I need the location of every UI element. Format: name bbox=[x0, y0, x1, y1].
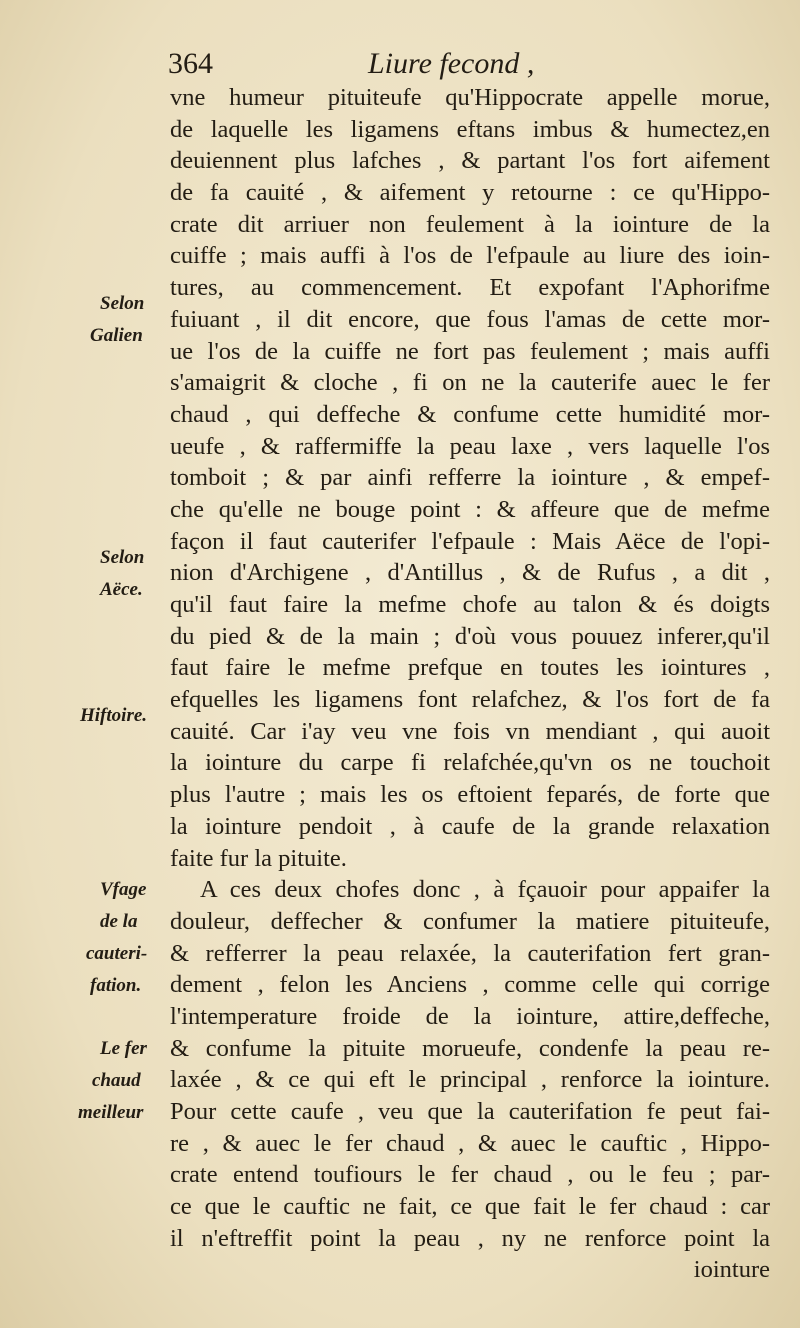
text-line: plus l'autre ; mais les os eftoient feparés, de forte que bbox=[170, 781, 770, 809]
text-line: re , & auec le fer chaud , & auec le cauftic , Hippo- bbox=[170, 1129, 770, 1157]
text-line: qu'il faut faire la mefme chofe au talon & és doigts bbox=[170, 591, 770, 618]
text-line: vne humeur pituiteufe qu'Hippocrate appelle morue, bbox=[170, 84, 770, 111]
margin-note: Galien bbox=[90, 325, 143, 346]
margin-note: de la bbox=[100, 911, 138, 932]
margin-note: chaud bbox=[92, 1070, 141, 1091]
text-line: faite fur la pituite. bbox=[170, 844, 347, 872]
catchword: iointure bbox=[693, 1256, 770, 1284]
text-line: faut faire le mefme prefque en toutes les iointures , bbox=[170, 654, 770, 682]
margin-note: Hiftoire. bbox=[80, 705, 148, 726]
page-number: 364 bbox=[168, 47, 213, 80]
text-line: de laquelle les ligamens eftans imbus & humectez,en bbox=[170, 115, 770, 143]
margin-note: Vfage bbox=[100, 879, 147, 900]
text-line: l'intemperature froide de la iointure, attire,deffeche, bbox=[170, 1002, 770, 1030]
text-line: cauité. Car i'ay veu vne fois vn mendiant , qui auoit bbox=[170, 717, 770, 745]
text-line: de fa cauité , & aifement y retourne : ce qu'Hippo- bbox=[170, 179, 770, 207]
text-line: la iointure du carpe fi relafchée,qu'vn os ne touchoit bbox=[170, 749, 770, 777]
text-line: il n'eftreffit point la peau , ny ne renforce point la bbox=[170, 1224, 770, 1252]
text-line: tomboit ; & par ainfi refferre la iointure , & empef- bbox=[170, 464, 770, 492]
text-line: & refferrer la peau relaxée, la cauterifation fert gran- bbox=[170, 939, 770, 967]
text-line: douleur, deffecher & confumer la matiere pituiteufe, bbox=[170, 907, 770, 935]
text-line: fuiuant , il dit encore, que fous l'amas de cette mor- bbox=[170, 305, 770, 333]
text-line: cuiffe ; mais auffi à l'os de l'efpaule au liure des ioin- bbox=[170, 242, 770, 270]
text-line: ueufe , & raffermiffe la peau laxe , vers laquelle l'os bbox=[170, 432, 770, 460]
text-line: tures, au commencement. Et expofant l'Aphorifme bbox=[170, 274, 770, 302]
text-line: ue l'os de la cuiffe ne fort pas feulement ; mais auffi bbox=[170, 337, 770, 365]
text-line: crate dit arriuer non feulement à la iointure de la bbox=[170, 210, 770, 238]
text-line: che qu'elle ne bouge point : & affeure que de mefme bbox=[170, 495, 770, 523]
text-line: s'amaigrit & cloche , fi on ne la cauterife auec le fer bbox=[170, 369, 770, 397]
margin-note: Selon bbox=[100, 293, 145, 314]
text-line: laxée , & ce qui eft le principal , renforce la iointure. bbox=[170, 1066, 770, 1094]
margin-note: cauteri- bbox=[86, 943, 148, 964]
text-line: du pied & de la main ; d'où vous pouuez inferer,qu'il bbox=[170, 622, 770, 650]
margin-note: Selon bbox=[100, 547, 145, 568]
text-line: deuiennent plus lafches , & partant l'os fort aifement bbox=[170, 147, 770, 175]
text-line: & confume la pituite morueufe, condenfe la peau re- bbox=[170, 1034, 770, 1062]
body-text bbox=[170, 82, 770, 1286]
text-line: chaud , qui deffeche & confume cette humidité mor- bbox=[170, 400, 770, 428]
text-line: dement , felon les Anciens , comme celle qui corrige bbox=[170, 971, 770, 999]
text-line: ce que le cauftic ne fait, ce que fait le fer chaud : car bbox=[170, 1193, 770, 1221]
text-line: A ces deux chofes donc , à fçauoir pour appaifer la bbox=[200, 876, 770, 904]
text-line: Pour cette caufe , veu que la cauterifation fe peut fai- bbox=[170, 1098, 770, 1125]
running-head: Liure fecond , bbox=[368, 47, 535, 80]
text-line: la iointure pendoit , à caufe de la grande relaxation bbox=[170, 812, 770, 840]
margin-note: fation. bbox=[90, 975, 142, 996]
text-line: crate entend toufiours le fer chaud , ou le feu ; par- bbox=[170, 1161, 770, 1189]
text-line: façon il faut cauterifer l'efpaule : Mais Aëce de l'opi- bbox=[170, 527, 770, 555]
margin-notes bbox=[0, 0, 170, 1328]
text-line: efquelles les ligamens font relafchez, & l'os fort de fa bbox=[170, 686, 770, 714]
margin-note: meilleur bbox=[78, 1102, 144, 1123]
margin-note: Aëce. bbox=[100, 579, 143, 600]
text-line: nion d'Archigene , d'Antillus , & de Rufus , a dit , bbox=[170, 559, 770, 587]
margin-note: Le fer bbox=[100, 1038, 147, 1059]
